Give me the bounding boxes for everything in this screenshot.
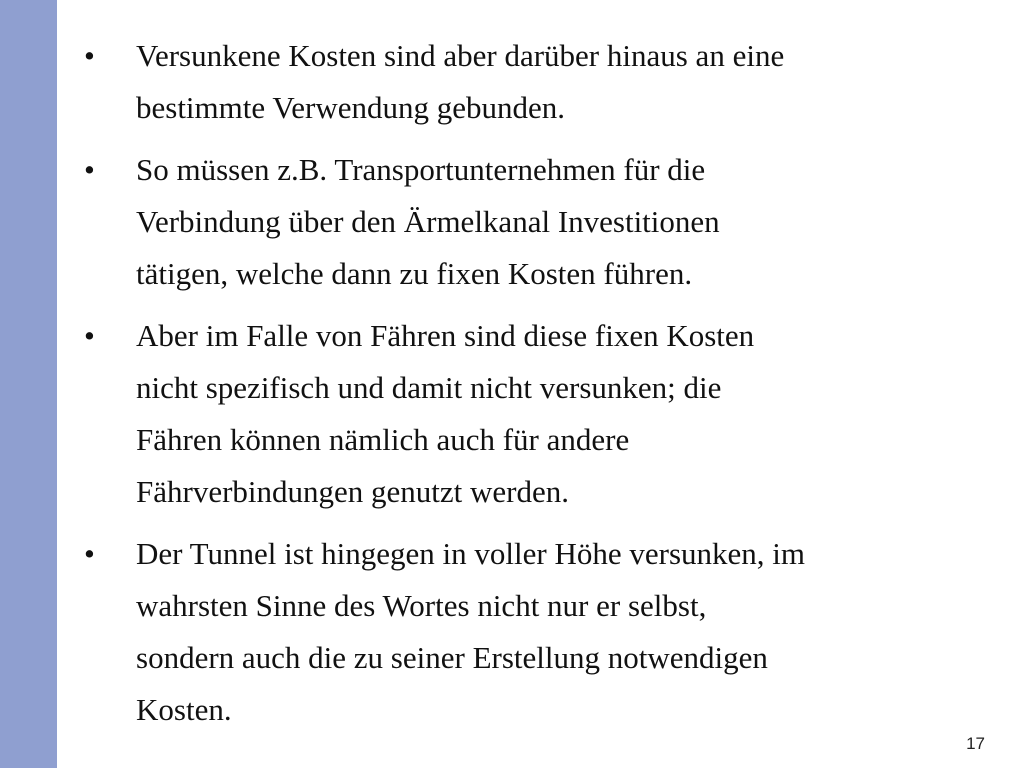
bullet-text	[136, 30, 1004, 134]
bullet-line: Der Tunnel ist hingegen in voller Höhe versunken, im	[136, 536, 805, 571]
bullet-line: Versunkene Kosten sind aber darüber hinaus an eine	[136, 38, 785, 73]
bullet-line: sondern auch die zu seiner Erstellung notwendigen	[136, 640, 768, 675]
bullet-item	[84, 528, 1004, 736]
bullet-line: Fähren können nämlich auch für andere	[136, 422, 630, 457]
bullet-text	[136, 310, 1004, 518]
bullet-line: tätigen, welche dann zu fixen Kosten führen.	[136, 256, 693, 291]
bullet-line: bestimmte Verwendung gebunden.	[136, 90, 566, 125]
bullet-item	[84, 144, 1004, 300]
bullet-line: So müssen z.B. Transportunternehmen für die	[136, 152, 706, 187]
bullet-text	[136, 528, 1004, 736]
bullet-line: Aber im Falle von Fähren sind diese fixen Kosten	[136, 318, 755, 353]
bullet-item	[84, 310, 1004, 518]
bullet-line: Fährverbindungen genutzt werden.	[136, 474, 570, 509]
bullet-line: wahrsten Sinne des Wortes nicht nur er selbst,	[136, 588, 707, 623]
bullet-icon: •	[84, 318, 95, 353]
bullet-line: Verbindung über den Ärmelkanal Investitionen	[136, 204, 720, 239]
side-accent-bar	[0, 0, 57, 768]
bullet-item	[84, 30, 1004, 134]
bullet-icon: •	[84, 152, 95, 187]
bullet-list	[84, 30, 1004, 746]
bullet-line: nicht spezifisch und damit nicht versunken; die	[136, 370, 722, 405]
bullet-icon: •	[84, 38, 95, 73]
bullet-icon: •	[84, 536, 95, 571]
bullet-text	[136, 144, 1004, 300]
page-number: 17	[966, 734, 985, 753]
bullet-line: Kosten.	[136, 692, 232, 727]
